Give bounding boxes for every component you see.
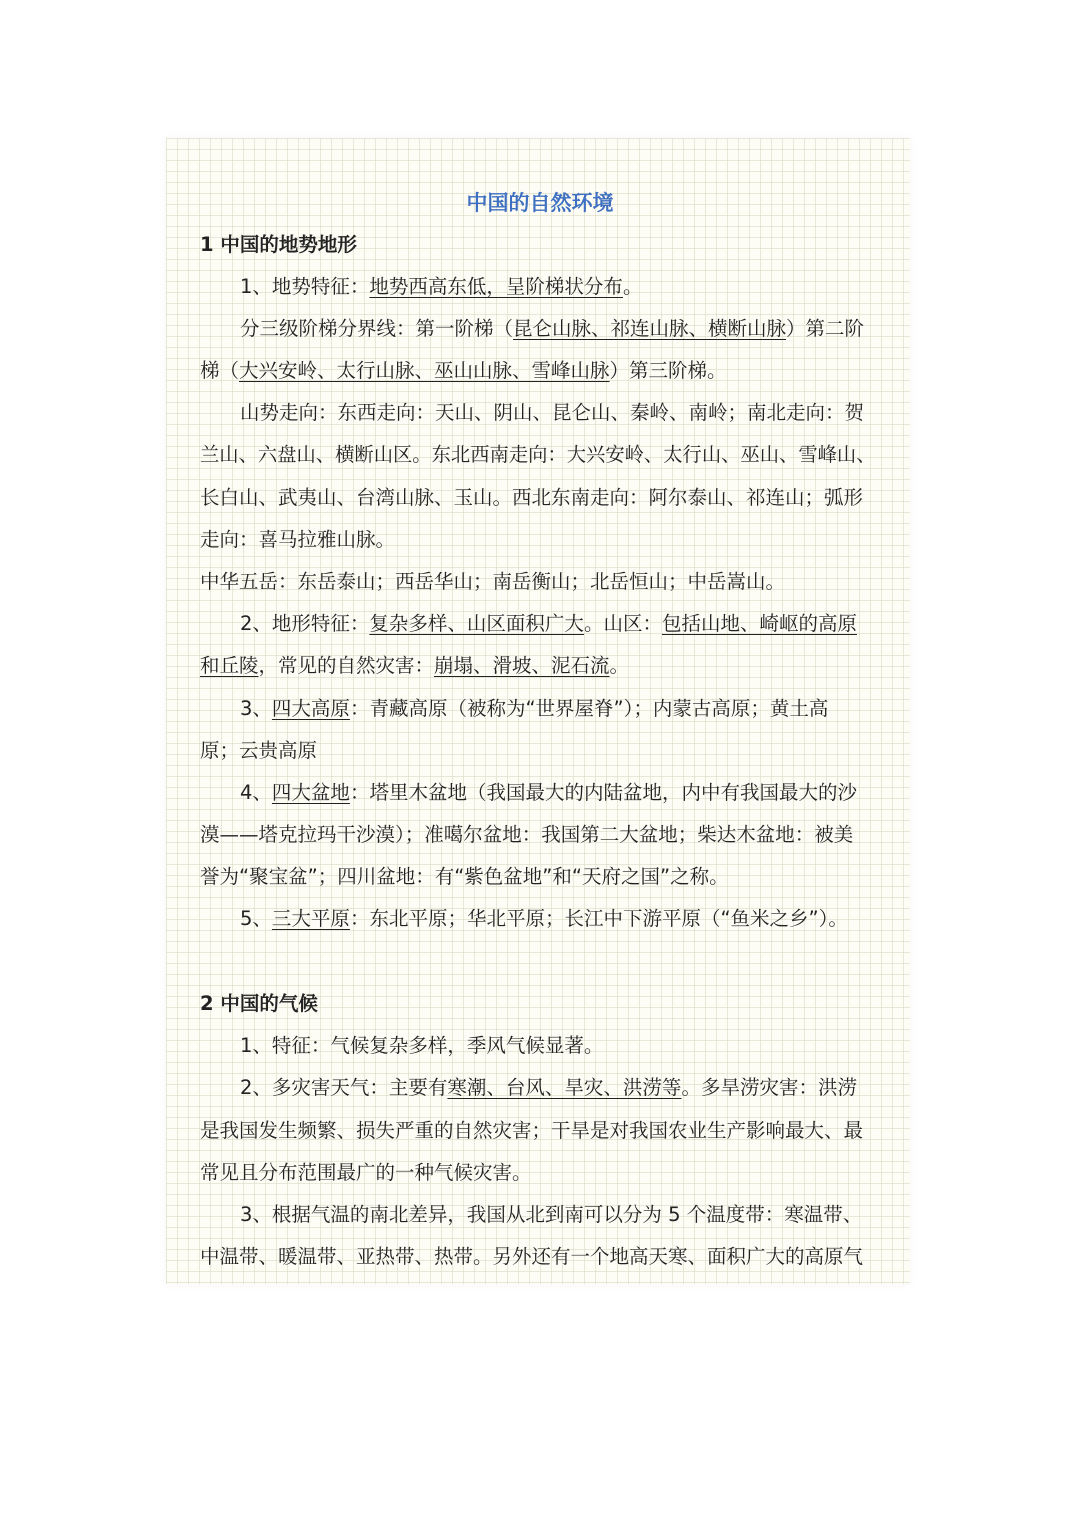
paragraph-line: 2、地形特征：复杂多样、山区面积广大。山区：包括山地、崎岖的高原 bbox=[240, 612, 857, 635]
paragraph-line: 3、四大高原：青藏高原（被称为“世界屋脊”）；内蒙古高原；黄土高 bbox=[240, 697, 829, 720]
paragraph-line: 是我国发生频繁、损失严重的自然灾害；干旱是对我国农业生产影响最大、最 bbox=[200, 1119, 864, 1142]
paragraph-line: 4、四大盆地：塔里木盆地（我国最大的内陆盆地，内中有我国最大的沙 bbox=[240, 781, 857, 804]
paragraph-line: 兰山、六盘山、横断山区。东北西南走向：大兴安岭、太行山、巫山、雪峰山、 bbox=[200, 443, 876, 466]
paragraph-line: 山势走向：东西走向：天山、阴山、昆仑山、秦岭、南岭；南北走向：贺 bbox=[240, 401, 865, 424]
paragraph-line: 和丘陵，常见的自然灾害：崩塌、滑坡、泥石流。 bbox=[200, 654, 630, 677]
paragraph-line: 2、多灾害天气：主要有寒潮、台风、旱灾、洪涝等。多旱涝灾害：洪涝 bbox=[240, 1076, 857, 1099]
paragraph-line: 1、地势特征：地势西高东低，呈阶梯状分布。 bbox=[240, 275, 643, 298]
paragraph-line: 原；云贵高原 bbox=[200, 739, 318, 762]
section-2-heading: 2 中国的气候 bbox=[200, 992, 318, 1015]
paragraph-line: 漠——塔克拉玛干沙漠）；准噶尔盆地：我国第二大盆地；柴达木盆地：被美 bbox=[200, 823, 854, 846]
paragraph-line: 5、三大平原：东北平原；华北平原；长江中下游平原（“鱼米之乡”）。 bbox=[240, 907, 848, 930]
paragraph-line: 常见且分布范围最广的一种气候灾害。 bbox=[200, 1161, 532, 1184]
paragraph-line: 梯（大兴安岭、太行山脉、巫山山脉、雪峰山脉）第三阶梯。 bbox=[200, 359, 727, 382]
paragraph-line: 1、特征：气候复杂多样，季风气候显著。 bbox=[240, 1034, 604, 1057]
paragraph-line: 誉为“聚宝盆”；四川盆地：有“紫色盆地”和“天府之国”之称。 bbox=[200, 865, 729, 888]
paragraph-line: 分三级阶梯分界线：第一阶梯（昆仑山脉、祁连山脉、横断山脉）第二阶 bbox=[240, 317, 865, 340]
section-1-heading: 1 中国的地势地形 bbox=[200, 233, 357, 256]
paragraph-line: 走向：喜马拉雅山脉。 bbox=[200, 528, 396, 551]
paragraph-line: 中温带、暖温带、亚热带、热带。另外还有一个地高天寒、面积广大的高原气 bbox=[200, 1245, 864, 1268]
doc-title: 中国的自然环境 bbox=[466, 191, 614, 215]
paragraph-line: 中华五岳：东岳泰山；西岳华山；南岳衡山；北岳恒山；中岳嵩山。 bbox=[200, 570, 786, 593]
paragraph-line: 3、根据气温的南北差异，我国从北到南可以分为 5 个温度带：寒温带、 bbox=[240, 1203, 863, 1226]
paragraph-line: 长白山、武夷山、台湾山脉、玉山。西北东南走向：阿尔泰山、祁连山；弧形 bbox=[200, 486, 864, 509]
